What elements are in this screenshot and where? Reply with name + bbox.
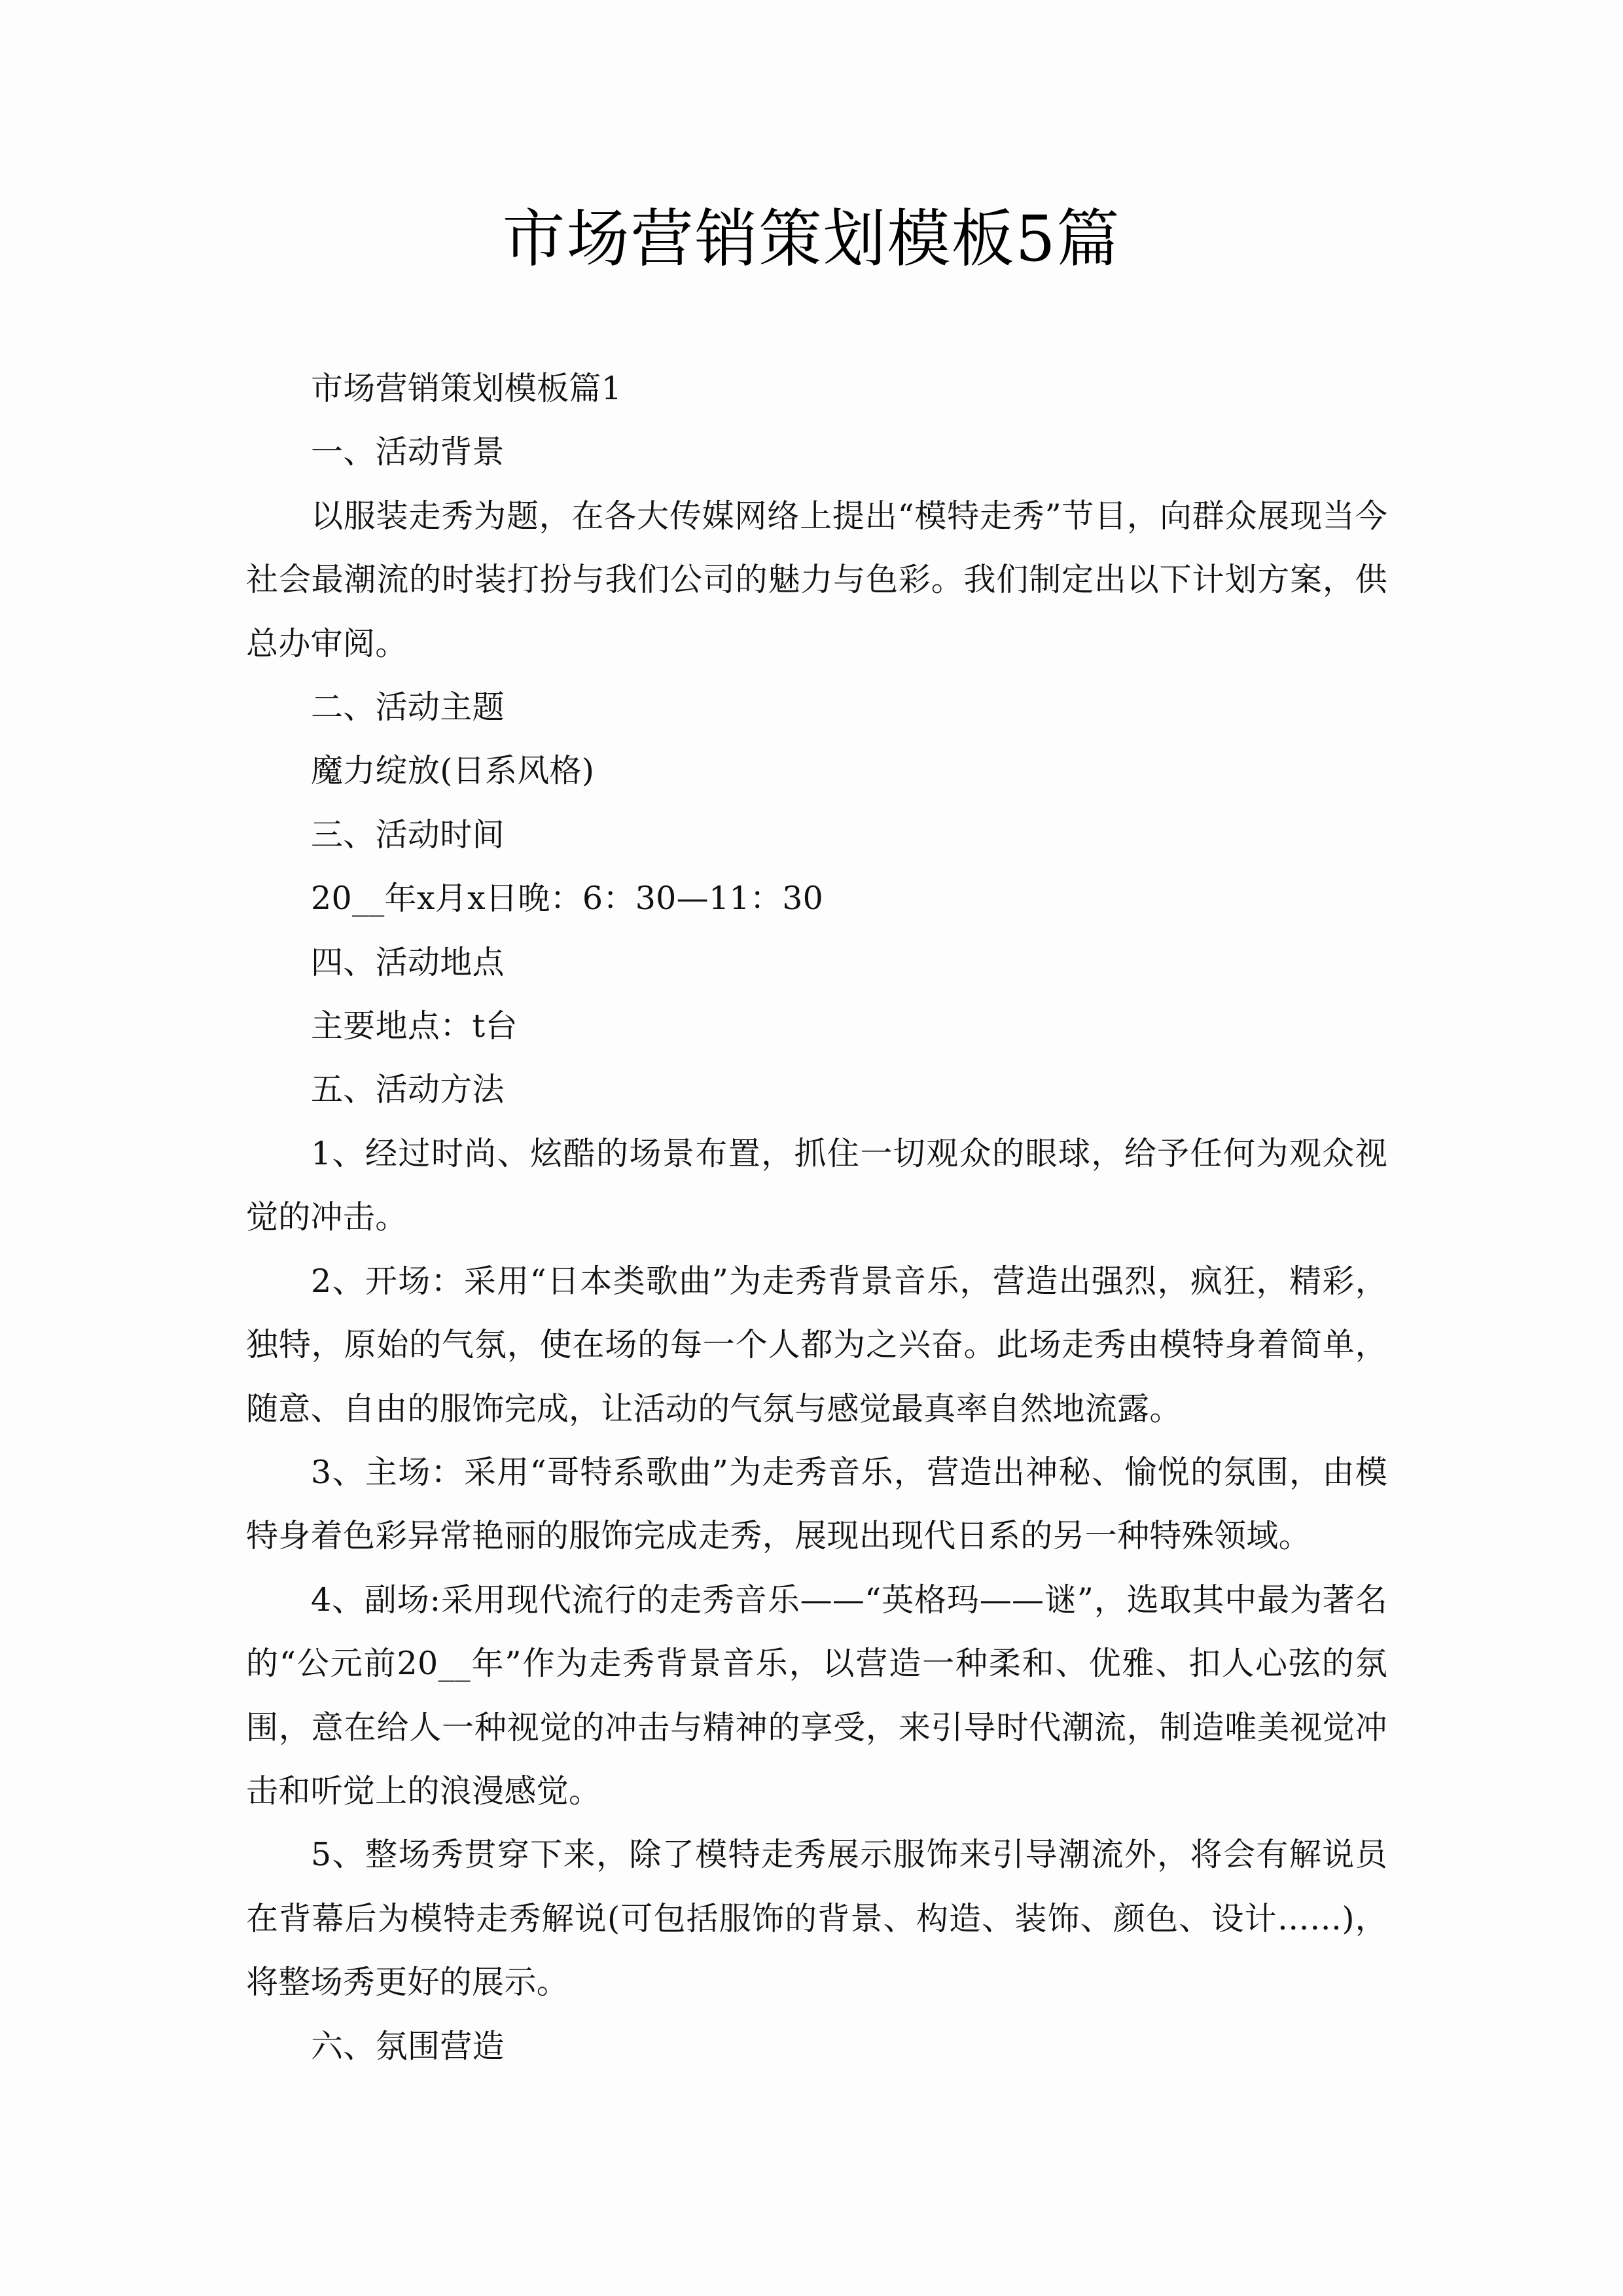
paragraph-location: 主要地点：t台 [311, 1007, 518, 1045]
section-heading-part-1: 市场营销策划模板篇1 [311, 370, 622, 407]
paragraph-theme: 魔力绽放(日系风格) [311, 752, 595, 790]
section-heading-location: 四、活动地点 [311, 943, 505, 981]
paragraph-method-2: 2、开场：采用“日本类歌曲”为走秀背景音乐，营造出强烈，疯狂，精彩，独特，原始的气氛，使在场的每一个人都为之兴奋。此场走秀由模特身着简单，随意、自由的服饰完成，让活动的气氛与感觉最真率自然地流露。 [246, 1262, 1387, 1427]
paragraph-method-3: 3、主场：采用“哥特系歌曲”为走秀音乐，营造出神秘、愉悦的氛围，由模特身着色彩异常艳丽的服饰完成走秀，展现出现代日系的另一种特殊领域。 [246, 1453, 1387, 1555]
section-heading-background: 一、活动背景 [311, 433, 505, 471]
section-heading-theme: 二、活动主题 [311, 689, 505, 726]
paragraph-method-4: 4、副场:采用现代流行的走秀音乐——“英格玛——谜”，选取其中最为著名的“公元前20__年”作为走秀背景音乐，以营造一种柔和、优雅、扣人心弦的氛围，意在给人一种视觉的冲击与精神的享受，来引导时代潮流，制造唯美视觉冲击和听觉上的浪漫感觉。 [246, 1581, 1387, 1810]
paragraph-method-1: 1、经过时尚、炫酷的场景布置，抓住一切观众的眼球，给予任何为观众视觉的冲击。 [246, 1134, 1387, 1236]
document-body [246, 357, 1387, 2078]
section-heading-method: 五、活动方法 [311, 1071, 505, 1109]
paragraph-background: 以服装走秀为题，在各大传媒网络上提出“模特走秀”节目，向群众展现当今社会最潮流的时装打扮与我们公司的魅力与色彩。我们制定出以下计划方案，供总办审阅。 [246, 497, 1387, 662]
document-title: 市场营销策划模板5篇 [502, 202, 1121, 276]
section-heading-time: 三、活动时间 [311, 816, 505, 853]
paragraph-time: 20__年x月x日晚：6：30—11：30 [311, 880, 824, 918]
paragraph-method-5: 5、整场秀贯穿下来，除了模特走秀展示服饰来引导潮流外，将会有解说员在背幕后为模特走秀解说(可包括服饰的背景、构造、装饰、颜色、设计……)，将整场秀更好的展示。 [246, 1836, 1387, 2001]
section-heading-atmosphere: 六、氛围营造 [311, 2027, 505, 2065]
